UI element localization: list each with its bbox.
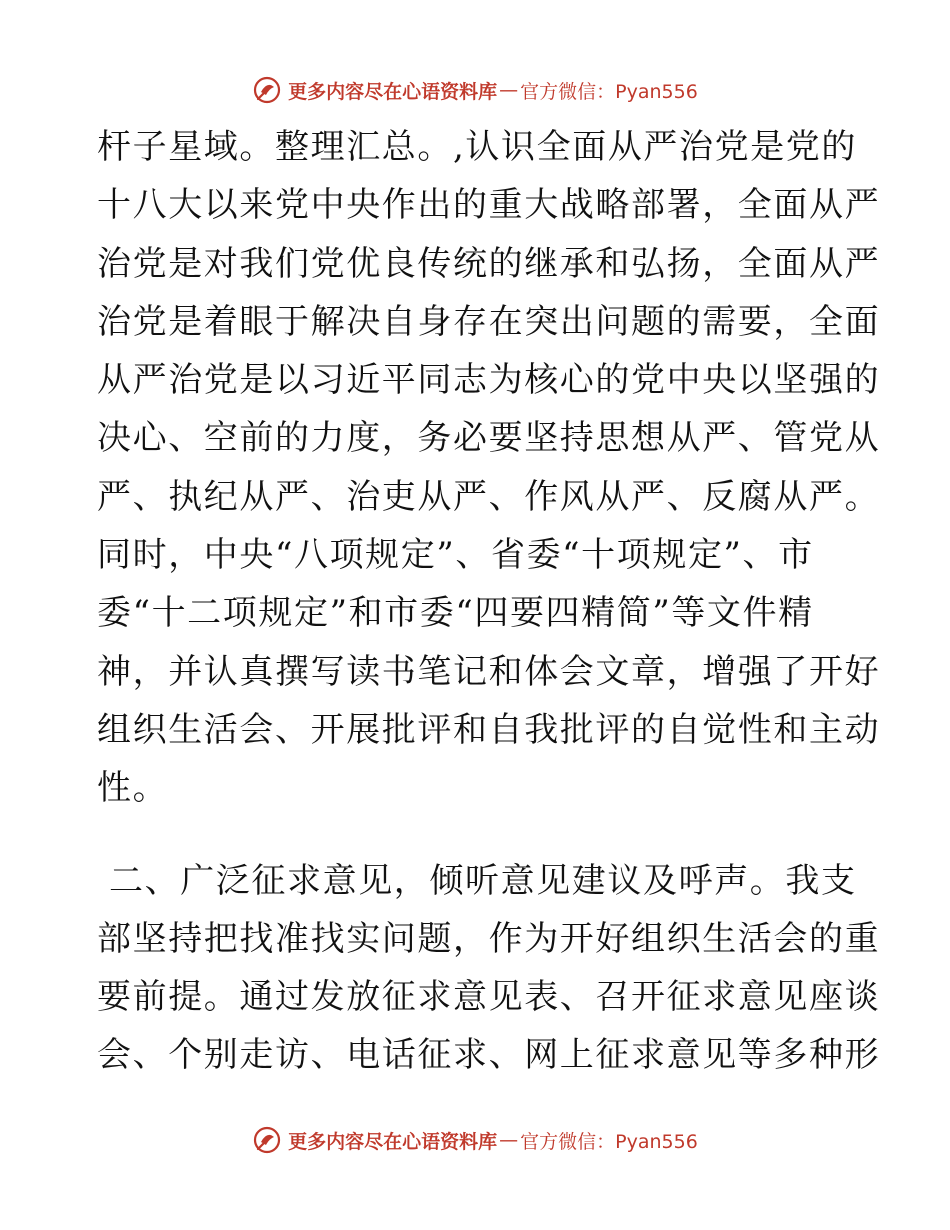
text-line: 神，并认真撰写读书笔记和体会文章，增强了开好 [97, 651, 881, 692]
text-line: 会、个别走访、电话征求、网上征求意见等多种形 [97, 1035, 881, 1076]
text-line: 治党是着眼于解决自身存在突出问题的需要，全面 [97, 301, 881, 342]
footer-wechat-text: 官方微信：Pyan556 [520, 1130, 698, 1153]
text-line: 二、广泛征求意见，倾听意见建议及呼声。我支 [109, 860, 857, 901]
text-line: 治党是对我们党优良传统的继承和弘扬，全面从严 [97, 243, 881, 284]
text-line: 性。 [97, 768, 169, 809]
text-line: 杆子星域。整理汇总。,认识全面从严治党是党的 [97, 127, 858, 167]
header-dash: — [499, 79, 519, 101]
logo-icon [252, 75, 282, 105]
header-watermark [0, 70, 950, 110]
header-site-text: 更多内容尽在心语资料库 [288, 80, 498, 103]
logo-icon [252, 1125, 282, 1155]
text-line: 要前提。通过发放征求意见表、召开征求意见座谈 [97, 977, 881, 1018]
footer-watermark [0, 1120, 950, 1160]
text-line: 严、执纪从严、治吏从严、作风从严、反腐从严。 [97, 476, 881, 517]
header-wechat-text: 官方微信：Pyan556 [520, 80, 698, 103]
text-line: 部坚持把找准找实问题，作为开好组织生活会的重 [97, 918, 881, 959]
paragraph-1 [97, 118, 881, 818]
document-body [97, 118, 881, 1085]
text-line: 同时，中央“八项规定”、省委“十项规定”、市 [97, 535, 814, 576]
text-line: 从严治党是以习近平同志为核心的党中央以坚强的 [97, 360, 881, 401]
footer-dash: — [499, 1129, 519, 1151]
footer-site-text: 更多内容尽在心语资料库 [288, 1130, 498, 1153]
text-line: 组织生活会、开展批评和自我批评的自觉性和主动 [97, 709, 881, 750]
text-line: 十八大以来党中央作出的重大战略部署，全面从严 [97, 185, 881, 226]
paragraph-gap [97, 818, 857, 852]
text-line: 决心、空前的力度，务必要坚持思想从严、管党从 [97, 418, 881, 459]
text-line: 委“十二项规定”和市委“四要四精简”等文件精 [97, 593, 814, 634]
paragraph-2 [97, 852, 881, 1085]
